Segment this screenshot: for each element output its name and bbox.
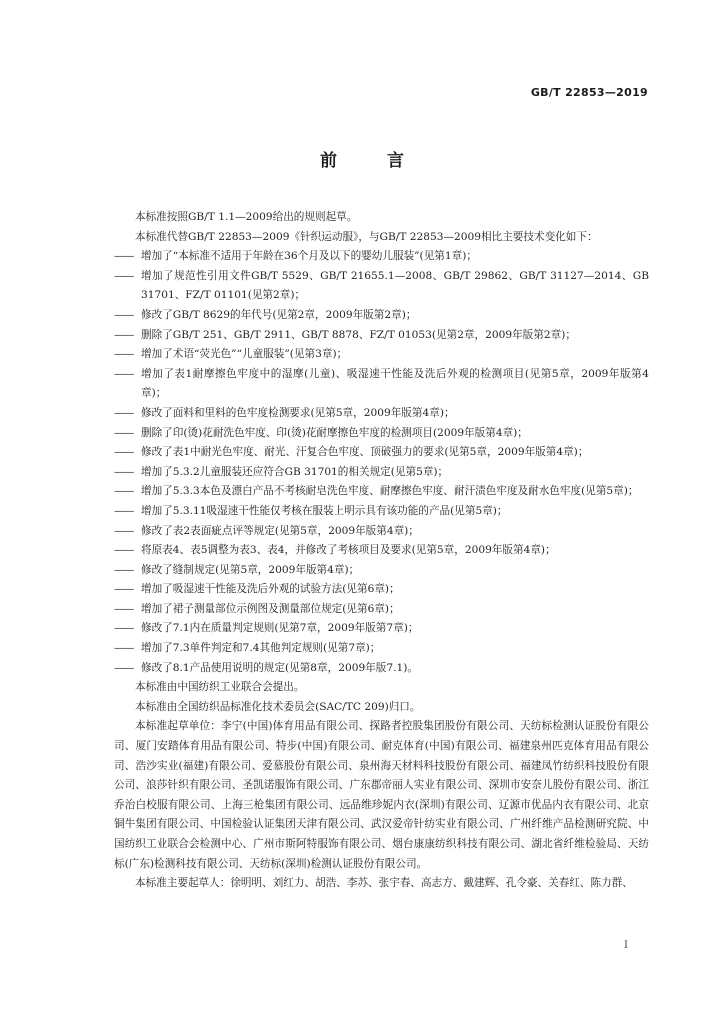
list-item-text: 修改了缝制规定(见第5章，2009年版第4章)； — [141, 563, 360, 576]
paragraph: 本标准由中国纺织工业联合会提出。 — [135, 681, 305, 694]
list-item-text: 修改了面料和里料的色牢度检测要求(见第5章，2009年版第4章)； — [141, 406, 455, 419]
list-item-text: 增加了7.3单件判定和7.4其他判定规则(见第7章)； — [141, 642, 381, 655]
list-item — [114, 463, 649, 483]
list-dash: —— — [114, 602, 134, 615]
list-item-text: 修改了8.1产品使用说明的规定(见第8章，2009年版7.1)。 — [141, 661, 418, 674]
list-item — [114, 502, 649, 522]
page-number: I — [624, 940, 628, 951]
list-dash: —— — [114, 563, 134, 576]
list-item-text: 增加了规范性引用文件GB/T 5529、GB/T 21655.1—2008、GB/T 29862、GB/T 31127—2014、GB 31701、FZ/T 01101(见第2章)； — [141, 269, 649, 302]
list-dash: —— — [114, 348, 134, 361]
paragraph: 本标准起草单位：李宁(中国)体育用品有限公司、探路者控股集团股份有限公司、天纺标检测认证股份有限公司、厦门安踏体育用品有限公司、特步(中国)有限公司、耐克体育(中国)有限公司、福建泉州匹克体育用品有限公司、浩沙实业(福建)有限公司、爱慕股份有限公司、泉州海天材料科技股份有限公司、福建凤竹纺织科技股份有限公司、浪莎针织有限公司、圣凯诺服饰有限公司、广东郡帝丽人实业有限公司、深圳市安奈儿股份有限公司、浙江乔治白校服有限公司、上海三枪集团有限公司、远品维珍妮内衣(深圳)有限公司、辽源市优品内衣有限公司、北京铜牛集团有限公司、中国检验认证集团天津有限公司、武汉爱帝针纺实业有限公司、广州纤维产品检测研究院、中国纺织工业联合会检测中心、广州市斯阿特服饰有限公司、烟台康康纺织科技有限公司、湖北省纤维检验局、天纺标(广东)检测科技有限公司、天纺标(深圳)检测认证股份有限公司。 — [114, 720, 649, 870]
list-item — [114, 639, 649, 659]
list-item-text: 增加了5.3.3本色及漂白产品不考核耐皂洗色牢度、耐摩擦色牢度、耐汗渍色牢度及耐水色牢度(见第5章)； — [141, 485, 639, 498]
list-item — [114, 561, 649, 581]
list-item — [114, 619, 649, 639]
paragraph: 本标准主要起草人：徐明明、刘红力、胡浩、李苏、张宇春、高志方、戴建辉、孔令豪、关春红、陈力群、 — [135, 877, 633, 890]
list-dash: —— — [114, 308, 134, 321]
list-item — [114, 482, 649, 502]
list-item — [114, 326, 649, 346]
list-item-text: 增加了表1耐摩擦色牢度中的湿摩(儿童)、吸湿速干性能及洗后外观的检测项目(见第5章，2009年版第4章)； — [141, 367, 649, 400]
list-dash: —— — [114, 524, 134, 537]
paragraph: 本标准由全国纺织品标准化技术委员会(SAC/TC 209)归口。 — [135, 700, 421, 713]
list-item-text: 删除了GB/T 251、GB/T 2911、GB/T 8878、FZ/T 01053(见第2章，2009年版第2章)； — [141, 328, 576, 341]
list-item — [114, 247, 649, 267]
list-item — [114, 345, 649, 365]
list-item — [114, 306, 649, 326]
list-item — [114, 580, 649, 600]
list-item-text: 增加了术语“荧光色”“儿童服装”(见第3章)； — [141, 348, 348, 361]
list-item-text: 增加了吸湿速干性能及洗后外观的试验方法(见第6章)； — [141, 583, 400, 596]
paragraph: 本标准按照GB/T 1.1—2009给出的规则起草。 — [135, 211, 358, 223]
list-item — [114, 443, 649, 463]
list-dash: —— — [114, 269, 134, 282]
list-item-text: 增加了裙子测量部位示例图及测量部位规定(见第6章)； — [141, 602, 400, 615]
page-title: 前 言 — [320, 151, 426, 171]
list-item — [114, 522, 649, 542]
list-item — [114, 659, 649, 679]
list-item-text: 删除了印(烫)花耐洗色牢度、印(烫)花耐摩擦色牢度的检测项目(2009年版第4章)； — [141, 426, 528, 439]
list-dash: —— — [114, 583, 134, 596]
list-dash: —— — [114, 485, 134, 498]
list-dash: —— — [114, 406, 134, 419]
list-item — [114, 404, 649, 424]
paragraph: 本标准代替GB/T 22853—2009《针织运动服》，与GB/T 22853—2009相比主要技术变化如下： — [135, 230, 598, 243]
list-dash: —— — [114, 465, 134, 478]
list-dash: —— — [114, 367, 134, 380]
list-dash: —— — [114, 622, 134, 635]
list-item-text: 增加了5.3.2儿童服装还应符合GB 31701的相关规定(见第5章)； — [141, 465, 449, 478]
list-dash: —— — [114, 250, 134, 263]
list-dash: —— — [114, 544, 134, 557]
standard-number: GB/T 22853—2019 — [530, 86, 648, 99]
list-dash: —— — [114, 504, 134, 517]
list-item-text: 将原表4、表5调整为表3、表4，并修改了考核项目及要求(见第5章，2009年版第4章)； — [141, 544, 556, 557]
list-dash: —— — [114, 328, 134, 341]
list-item-text: 修改了7.1内在质量判定规则(见第7章，2009年版第7章)； — [141, 622, 419, 635]
list-item-text: 增加了“本标准不适用于年龄在36个月及以下的婴幼儿服装”(见第1章)； — [141, 250, 477, 263]
list-dash: —— — [114, 661, 134, 674]
list-item-text: 修改了表2表面疵点评等规定(见第5章，2009年版第4章)； — [141, 524, 419, 537]
list-item-text: 修改了表1中耐光色牢度、耐光、汗复合色牢度、顶破强力的要求(见第5章，2009年版第4章)； — [141, 446, 589, 459]
list-item-text: 修改了GB/T 8629的年代号(见第2章，2009年版第2章)； — [141, 308, 417, 321]
list-dash: —— — [114, 426, 134, 439]
change-list — [114, 247, 649, 678]
list-item — [114, 267, 649, 306]
foreword-body — [114, 208, 649, 894]
list-dash: —— — [114, 446, 134, 459]
list-item — [114, 365, 649, 404]
list-item-text: 增加了5.3.11吸湿速干性能仅考核在服装上明示具有该功能的产品(见第5章)； — [141, 504, 508, 517]
list-item — [114, 541, 649, 561]
list-dash: —— — [114, 642, 134, 655]
list-item — [114, 600, 649, 620]
list-item — [114, 424, 649, 444]
